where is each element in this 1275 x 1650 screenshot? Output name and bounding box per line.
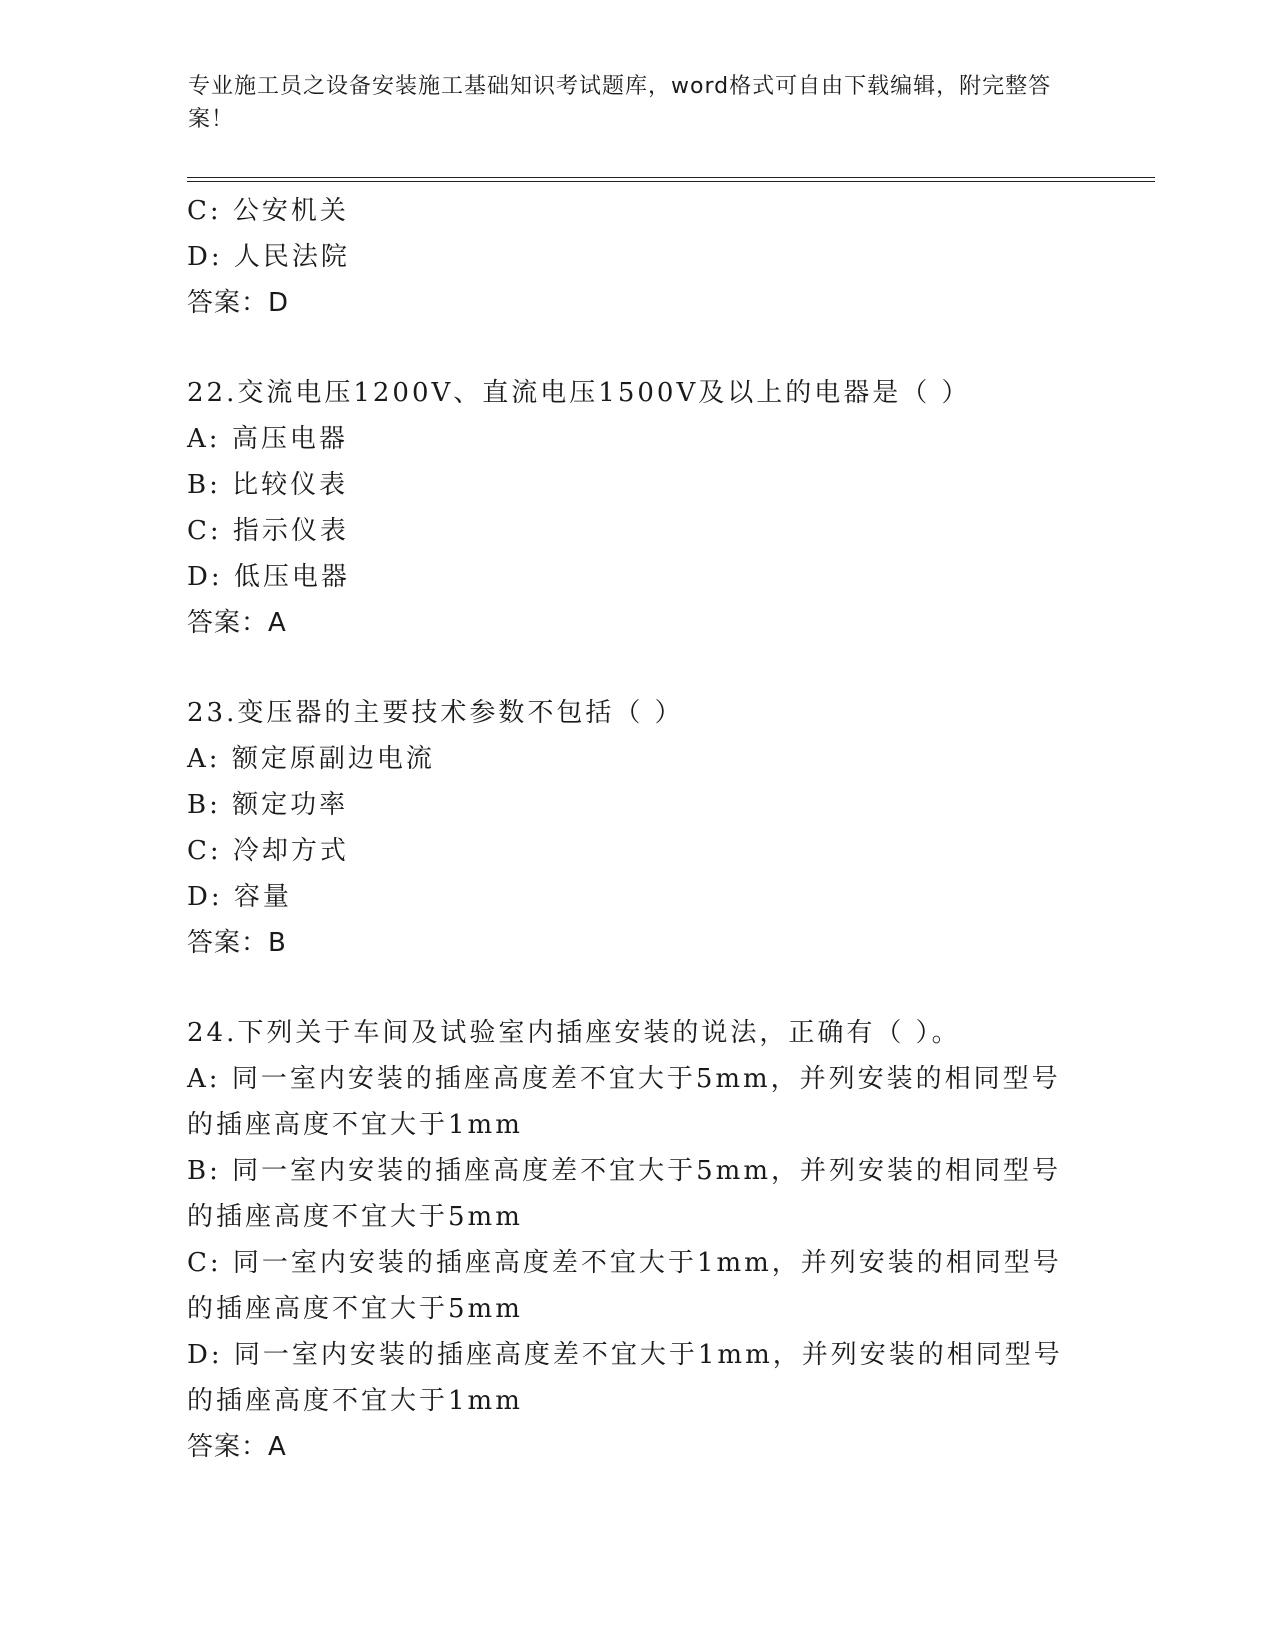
option-label: C: xyxy=(187,516,222,546)
option-b xyxy=(187,782,1067,828)
question-stem: 22.交流电压1200V、直流电压1500V及以上的电器是（ ） xyxy=(187,378,971,408)
document-title: 专业施工员之设备安装施工基础知识考试题库，word格式可自由下载编辑，附完整答案！ xyxy=(188,74,1052,132)
option-c xyxy=(187,188,1067,234)
option-d xyxy=(187,1332,1067,1424)
question-stem: 24.下列关于车间及试验室内插座安装的说法，正确有（ ）。 xyxy=(187,1018,961,1048)
option-d xyxy=(187,874,1067,920)
option-text: 同一室内安装的插座高度差不宜大于1mm，并列安装的相同型号的插座高度不宜大于5mm xyxy=(187,1248,1062,1324)
option-c xyxy=(187,828,1067,874)
answer-line: 答案：A xyxy=(187,608,287,638)
option-label: D: xyxy=(187,242,223,272)
option-text: 指示仪表 xyxy=(232,516,349,546)
question-content xyxy=(187,188,1067,1470)
option-label: D: xyxy=(187,1340,223,1370)
option-c xyxy=(187,508,1067,554)
option-text: 同一室内安装的插座高度差不宜大于1mm，并列安装的相同型号的插座高度不宜大于1mm xyxy=(187,1340,1063,1416)
page-header xyxy=(188,70,1068,136)
option-text: 同一室内安装的插座高度差不宜大于5mm，并列安装的相同型号的插座高度不宜大于1mm xyxy=(187,1064,1061,1140)
option-label: A: xyxy=(187,744,221,774)
option-label: D: xyxy=(187,882,223,912)
option-text: 高压电器 xyxy=(231,424,348,454)
option-text: 人民法院 xyxy=(233,242,350,272)
spacer xyxy=(187,966,1067,1010)
option-d xyxy=(187,554,1067,600)
option-text: 同一室内安装的插座高度差不宜大于5mm，并列安装的相同型号的插座高度不宜大于5mm xyxy=(187,1156,1061,1232)
option-label: C: xyxy=(187,196,222,226)
answer-line: 答案：B xyxy=(187,928,287,958)
option-text: 冷却方式 xyxy=(232,836,349,866)
option-label: B: xyxy=(187,470,221,500)
option-b xyxy=(187,462,1067,508)
option-label: C: xyxy=(187,1248,222,1278)
option-text: 额定功率 xyxy=(232,790,349,820)
option-text: 公安机关 xyxy=(232,196,349,226)
option-label: C: xyxy=(187,836,222,866)
option-a xyxy=(187,1056,1067,1148)
option-label: A: xyxy=(187,1064,221,1094)
option-label: B: xyxy=(187,790,221,820)
option-label: D: xyxy=(187,562,223,592)
option-label: A: xyxy=(187,424,221,454)
answer-line: 答案：A xyxy=(187,1432,287,1462)
question-stem: 23.变压器的主要技术参数不包括（ ） xyxy=(187,698,684,728)
option-a xyxy=(187,416,1067,462)
option-text: 容量 xyxy=(233,882,292,912)
option-text: 比较仪表 xyxy=(232,470,349,500)
option-b xyxy=(187,1148,1067,1240)
option-a xyxy=(187,736,1067,782)
spacer xyxy=(187,326,1067,370)
option-c xyxy=(187,1240,1067,1332)
header-divider xyxy=(187,177,1155,182)
answer-line: 答案：D xyxy=(187,288,290,318)
option-label: B: xyxy=(187,1156,221,1186)
option-text: 额定原副边电流 xyxy=(231,744,435,774)
option-d xyxy=(187,234,1067,280)
spacer xyxy=(187,646,1067,690)
option-text: 低压电器 xyxy=(233,562,350,592)
